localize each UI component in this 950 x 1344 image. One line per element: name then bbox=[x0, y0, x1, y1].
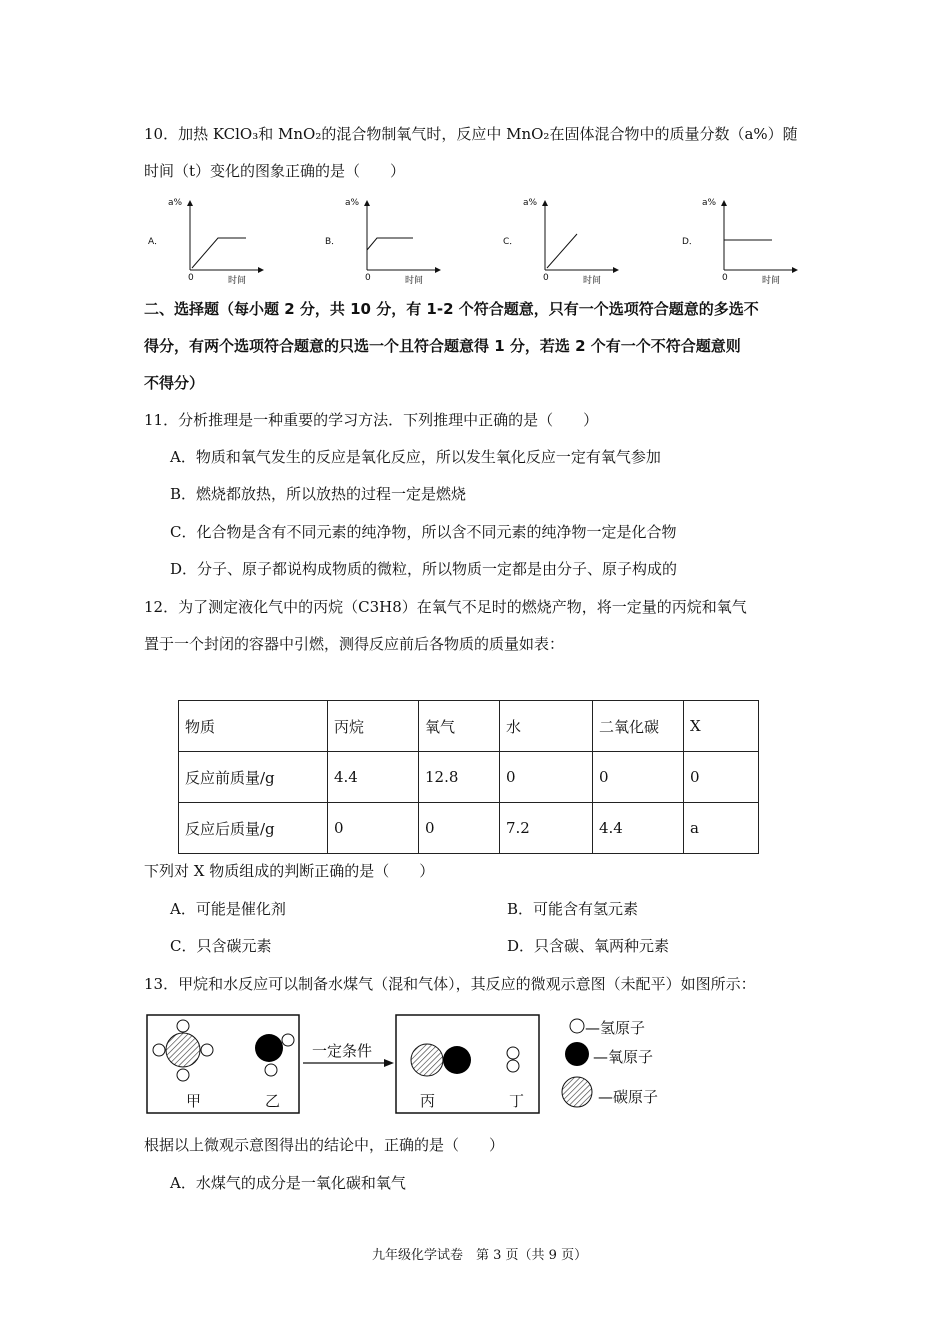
table-cell: 0 bbox=[328, 803, 419, 854]
graph-d-plot bbox=[680, 198, 800, 288]
graph-c bbox=[501, 198, 621, 288]
q11-option-a: A．物质和氧气发生的反应是氧化反应，所以发生氧化反应一定有氧气参加 bbox=[170, 448, 661, 466]
q12-line1: 12．为了测定液化气中的丙烷（C3H8）在氧气不足时的燃烧产物，将一定量的丙烷和氧气 bbox=[144, 598, 747, 616]
q12-option-d: D．只含碳、氧两种元素 bbox=[507, 937, 670, 955]
q11-stem: 11．分析推理是一种重要的学习方法．下列推理中正确的是（ ） bbox=[144, 411, 599, 429]
table-cell: 4.4 bbox=[593, 803, 684, 854]
graph-b-ylabel: a% bbox=[345, 198, 360, 208]
table-cell: 4.4 bbox=[328, 752, 419, 803]
graph-a-xlabel: 时间 bbox=[228, 276, 247, 286]
table-header-row bbox=[179, 701, 759, 752]
table-cell: 7.2 bbox=[500, 803, 593, 854]
table-cell: a bbox=[684, 803, 759, 854]
q12-line2: 置于一个封闭的容器中引燃，测得反应前后各物质的质量如表： bbox=[144, 635, 565, 653]
mass-table bbox=[178, 700, 759, 854]
table-cell: 反应后质量/g bbox=[179, 803, 328, 854]
graph-d-ylabel: a% bbox=[702, 198, 717, 208]
table-cell: X bbox=[684, 701, 759, 752]
q12-question: 下列对 X 物质组成的判断正确的是（ ） bbox=[144, 862, 435, 880]
table-cell: 反应前质量/g bbox=[179, 752, 328, 803]
label-jia: 甲 bbox=[186, 1092, 202, 1110]
q11-option-c: C．化合物是含有不同元素的纯净物，所以含不同元素的纯净物一定是化合物 bbox=[170, 523, 677, 541]
q13-stem: 13．甲烷和水反应可以制备水煤气（混和气体），其反应的微观示意图（未配平）如图所示： bbox=[144, 975, 756, 993]
legend-hydrogen: —氢原子 bbox=[585, 1019, 646, 1037]
graph-c-plot bbox=[501, 198, 621, 288]
graph-d-xlabel: 时间 bbox=[762, 276, 781, 286]
table-row bbox=[179, 803, 759, 854]
table-cell: 0 bbox=[419, 803, 500, 854]
reaction-condition: 一定条件 bbox=[312, 1042, 373, 1060]
graph-b-origin: 0 bbox=[365, 273, 371, 283]
q12-option-c: C．只含碳元素 bbox=[170, 937, 272, 955]
q12-option-a: A．可能是催化剂 bbox=[170, 900, 286, 918]
graph-a-plot bbox=[146, 198, 266, 288]
graph-b-plot bbox=[323, 198, 443, 288]
q10-line2: 时间（t）变化的图象正确的是（ ） bbox=[144, 162, 406, 180]
label-yi: 乙 bbox=[265, 1092, 281, 1110]
graph-a-ylabel: a% bbox=[168, 198, 183, 208]
graph-a-label: A． bbox=[148, 237, 164, 247]
graph-c-label: C． bbox=[503, 237, 519, 247]
q12-option-b: B．可能含有氢元素 bbox=[507, 900, 639, 918]
table-cell: 二氧化碳 bbox=[593, 701, 684, 752]
label-bing: 丙 bbox=[420, 1092, 436, 1110]
q10-line1: 10．加热 KClO₃和 MnO₂的混合物制氧气时，反应中 MnO₂在固体混合物中的质量分数（a%）随 bbox=[144, 125, 798, 143]
section2-line1: 二、选择题（每小题 2 分，共 10 分，有 1-2 个符合题意，只有一个选项符合题意的多选不 bbox=[144, 300, 759, 318]
graph-c-xlabel: 时间 bbox=[583, 276, 602, 286]
q11-option-d: D．分子、原子都说构成物质的微粒，所以物质一定都是由分子、原子构成的 bbox=[170, 560, 678, 578]
table-cell: 0 bbox=[684, 752, 759, 803]
section2-line3: 不得分） bbox=[144, 374, 205, 392]
q13-option-a: A．水煤气的成分是一氧化碳和氧气 bbox=[170, 1174, 406, 1192]
graph-c-origin: 0 bbox=[543, 273, 549, 283]
table-cell: 物质 bbox=[179, 701, 328, 752]
q13-question: 根据以上微观示意图得出的结论中，正确的是（ ） bbox=[144, 1136, 505, 1154]
table-cell: 12.8 bbox=[419, 752, 500, 803]
graph-c-ylabel: a% bbox=[523, 198, 538, 208]
graph-d-origin: 0 bbox=[722, 273, 728, 283]
table-cell: 氧气 bbox=[419, 701, 500, 752]
table-row bbox=[179, 752, 759, 803]
graph-d-label: D． bbox=[682, 237, 698, 247]
label-ding: 丁 bbox=[509, 1092, 525, 1110]
table-cell: 0 bbox=[593, 752, 684, 803]
graph-b-xlabel: 时间 bbox=[405, 276, 424, 286]
legend-oxygen: —氧原子 bbox=[593, 1048, 654, 1066]
q11-option-b: B．燃烧都放热，所以放热的过程一定是燃烧 bbox=[170, 485, 467, 503]
graph-d bbox=[680, 198, 800, 288]
graph-a-origin: 0 bbox=[188, 273, 194, 283]
legend-carbon: —碳原子 bbox=[598, 1088, 659, 1106]
graph-b-label: B． bbox=[325, 237, 341, 247]
section2-line2: 得分，有两个选项符合题意的只选一个且符合题意得 1 分，若选 2 个有一个不符合题意则 bbox=[144, 337, 741, 355]
table-cell: 水 bbox=[500, 701, 593, 752]
table-cell: 0 bbox=[500, 752, 593, 803]
page-footer: 九年级化学试卷 第 3 页（共 9 页） bbox=[372, 1248, 588, 1263]
graph-a bbox=[146, 198, 266, 288]
table-cell: 丙烷 bbox=[328, 701, 419, 752]
graph-b bbox=[323, 198, 443, 288]
